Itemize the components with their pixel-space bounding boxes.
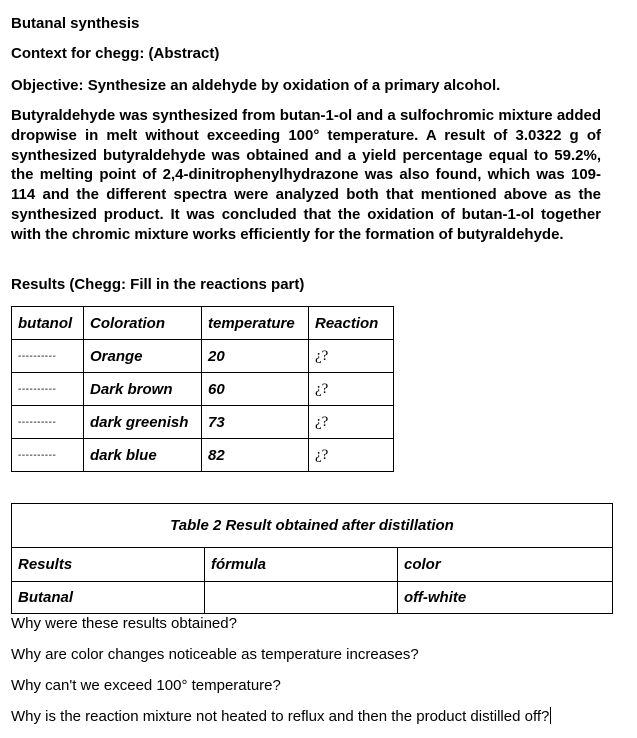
reaction-cell: ¿? <box>309 406 394 439</box>
result-name-cell: Butanal <box>12 582 205 614</box>
coloration-cell: Orange <box>84 340 202 373</box>
coloration-cell: dark blue <box>84 439 202 472</box>
header-temperature: temperature <box>202 307 309 340</box>
table-caption: Table 2 Result obtained after distillation <box>12 504 613 548</box>
reaction-cell: ¿? <box>309 439 394 472</box>
text-cursor <box>550 707 551 724</box>
question-3: Why can't we exceed 100° temperature? <box>11 677 281 694</box>
color-cell: off-white <box>398 582 613 614</box>
question-4-container <box>11 707 551 725</box>
question-1: Why were these results obtained? <box>11 615 237 632</box>
butanol-cell: ---------- <box>12 373 84 406</box>
reaction-table <box>11 306 394 472</box>
document-title: Butanal synthesis <box>11 15 140 32</box>
header-formula: fórmula <box>205 548 398 582</box>
header-coloration: Coloration <box>84 307 202 340</box>
header-reaction: Reaction <box>309 307 394 340</box>
reaction-cell: ¿? <box>309 340 394 373</box>
temperature-cell: 60 <box>202 373 309 406</box>
butanol-cell: ---------- <box>12 340 84 373</box>
table-row <box>12 406 394 439</box>
temperature-cell: 20 <box>202 340 309 373</box>
butanol-cell: ---------- <box>12 439 84 472</box>
temperature-cell: 82 <box>202 439 309 472</box>
table-header-row <box>12 307 394 340</box>
table-row <box>12 373 394 406</box>
objective-line: Objective: Synthesize an aldehyde by oxidation of a primary alcohol. <box>11 77 501 94</box>
temperature-cell: 73 <box>202 406 309 439</box>
butanol-cell: ---------- <box>12 406 84 439</box>
coloration-cell: dark greenish <box>84 406 202 439</box>
formula-cell <box>205 582 398 614</box>
header-results: Results <box>12 548 205 582</box>
question-4: Why is the reaction mixture not heated to reflux and then the product distilled off? <box>11 708 550 725</box>
distillation-table <box>11 503 613 614</box>
context-line: Context for chegg: (Abstract) <box>11 45 220 62</box>
table-row <box>12 340 394 373</box>
reaction-cell: ¿? <box>309 373 394 406</box>
question-2: Why are color changes noticeable as temperature increases? <box>11 646 419 663</box>
table-row <box>12 439 394 472</box>
header-butanol: butanol <box>12 307 84 340</box>
coloration-cell: Dark brown <box>84 373 202 406</box>
results-heading: Results (Chegg: Fill in the reactions part) <box>11 276 305 293</box>
abstract-paragraph: Butyraldehyde was synthesized from butan-1-ol and a sulfochromic mixture added dropwise in melt without exceeding 100° temperature. A result of 3.0322 g of synthesized butyraldehyde was obtained and a yield percentage equal to 59.2%, the melting point of 2,4-dinitrophenylhydrazone was also found, which was 109-114 and the different spectra were analyzed both that mentioned above as the synthesized product. It was concluded that the oxidation of butan-1-ol together with the chromic mixture works efficiently for the formation of butyraldehyde. <box>11 107 601 243</box>
header-color: color <box>398 548 613 582</box>
